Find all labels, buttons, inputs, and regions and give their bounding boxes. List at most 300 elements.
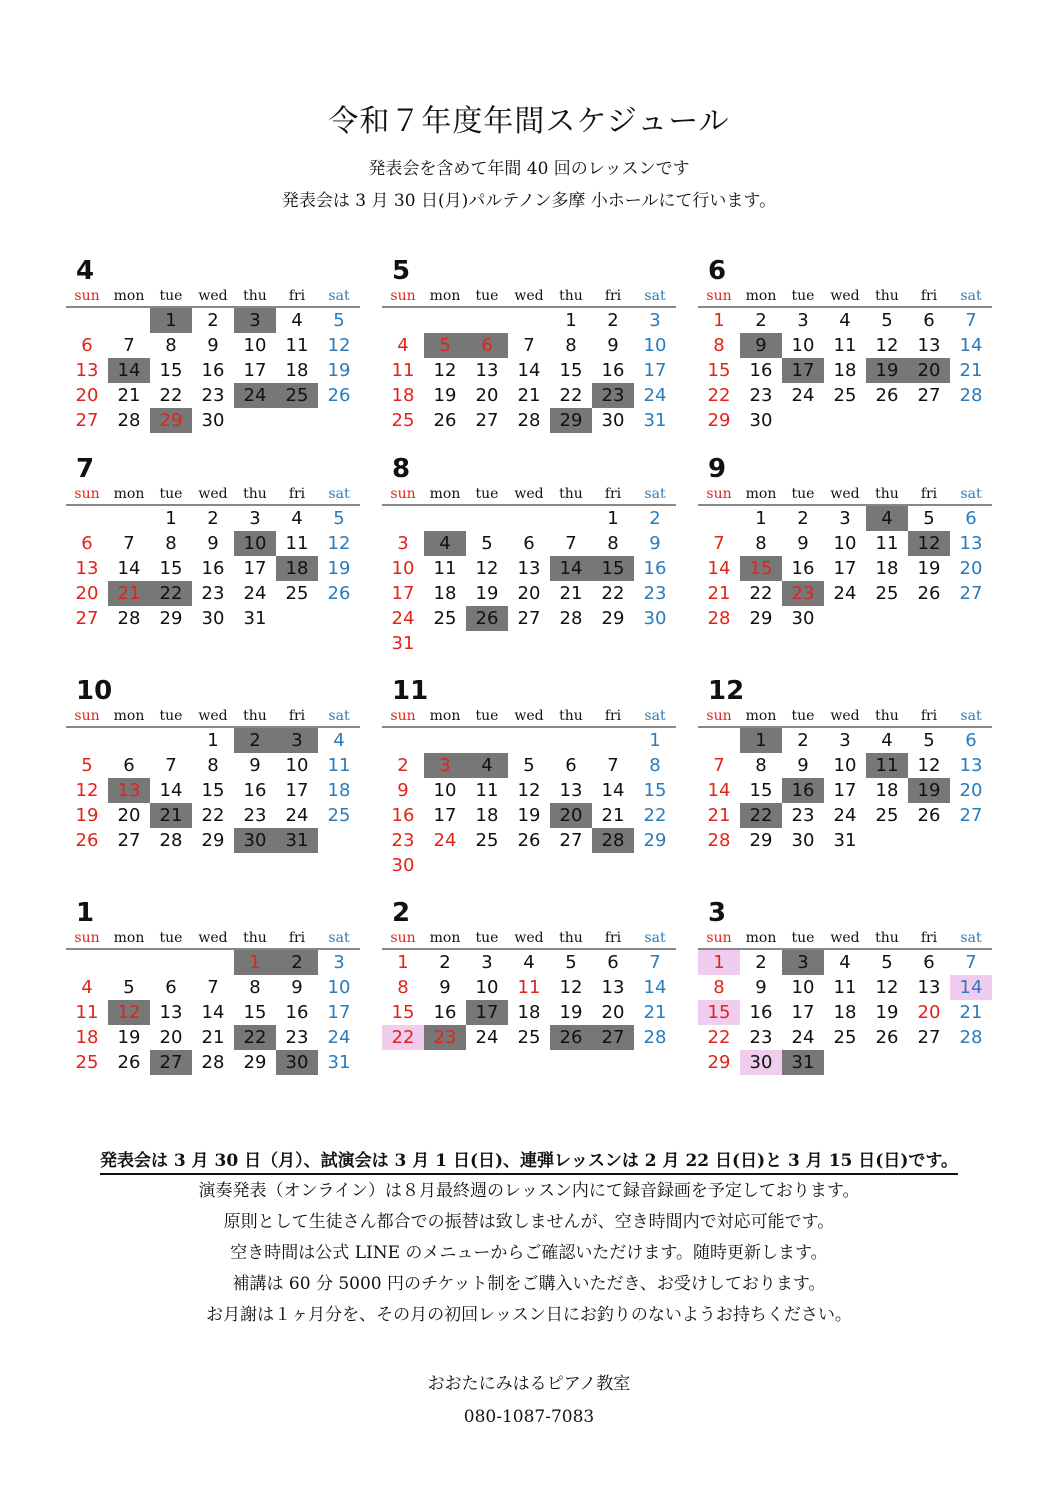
day-cell: 12 [327,533,351,554]
weekday-label: thu [243,930,267,946]
empty-day-cell [592,728,634,753]
empty-day-cell [150,728,192,753]
week-row [698,506,992,531]
empty-day-cell [318,606,360,631]
day-cell: 27 [475,410,499,431]
week-row [382,358,676,383]
day-cell: 20 [475,385,499,406]
subtitle-recital-venue: 発表会は 3 月 30 日(月)パルテノン多摩 小ホールにて行います。 [281,191,777,211]
empty-day-cell [508,631,550,656]
week-row [66,333,360,358]
day-cell: 16 [201,360,225,381]
day-cell: 28 [559,608,583,629]
day-cell: 21 [201,1027,225,1048]
day-cell: 30 [791,608,815,629]
day-cell: 2 [755,310,767,331]
day-cell: 17 [433,805,457,826]
day-cell: 31 [833,830,857,851]
day-cell: 18 [875,558,899,579]
weekday-label: sat [328,288,350,304]
day-cell: 14 [707,558,731,579]
weekday-label: thu [243,708,267,724]
day-cell: 26 [327,385,351,406]
week-row [382,506,676,531]
day-cell: 16 [782,778,824,803]
day-cell: 28 [117,410,141,431]
weekday-label: thu [875,930,899,946]
day-cell: 3 [782,950,824,975]
day-cell: 20 [601,1002,625,1023]
day-cell: 11 [391,360,415,381]
day-cell: 2 [276,950,318,975]
day-cell: 17 [791,1002,815,1023]
day-cell: 18 [475,805,499,826]
week-row [382,383,676,408]
day-cell: 4 [881,730,893,751]
day-cell: 11 [475,780,499,801]
weekday-label: mon [745,486,777,502]
empty-day-cell [424,631,466,656]
day-cell: 10 [833,755,857,776]
day-cell: 20 [75,385,99,406]
week-row [382,606,676,631]
day-cell: 10 [433,780,457,801]
day-cell: 11 [866,753,908,778]
day-cell: 28 [643,1027,667,1048]
day-cell: 1 [565,310,577,331]
weekday-label: wed [830,708,860,724]
empty-day-cell [908,408,950,433]
weekday-label: mon [745,288,777,304]
day-cell: 1 [234,950,276,975]
weekday-label: wed [830,288,860,304]
day-cell: 25 [285,583,309,604]
day-cell: 29 [243,1052,267,1073]
week-row [698,803,992,828]
week-row [698,778,992,803]
week-row [382,631,676,656]
day-cell: 24 [433,830,457,851]
empty-day-cell [508,308,550,333]
weekday-label: sun [706,486,732,502]
month-label: 2 [392,898,411,928]
day-cell: 7 [965,952,977,973]
week-row [66,408,360,433]
day-cell: 21 [959,1002,983,1023]
empty-day-cell [382,506,424,531]
day-cell: 21 [559,583,583,604]
day-cell: 20 [159,1027,183,1048]
day-cell: 18 [875,780,899,801]
day-cell: 10 [833,533,857,554]
week-row [382,333,676,358]
empty-day-cell [950,828,992,853]
day-cell: 6 [165,977,177,998]
day-cell: 22 [559,385,583,406]
empty-day-cell [634,853,676,878]
weekday-label: wed [198,708,228,724]
day-cell: 8 [249,977,261,998]
day-cell: 16 [749,1002,773,1023]
day-cell: 19 [75,805,99,826]
day-cell: 3 [839,508,851,529]
weekday-label: tue [791,930,815,946]
day-cell: 28 [517,410,541,431]
day-cell: 23 [424,1025,466,1050]
day-cell: 16 [201,558,225,579]
day-cell: 28 [707,608,731,629]
month-calendar [698,454,992,631]
day-cell: 23 [791,805,815,826]
day-cell: 18 [276,556,318,581]
day-cell: 14 [159,780,183,801]
day-cell: 10 [391,558,415,579]
day-cell: 13 [108,778,150,803]
empty-day-cell [508,506,550,531]
week-row [66,728,360,753]
day-cell: 21 [150,803,192,828]
day-cell: 2 [797,508,809,529]
week-row [382,753,676,778]
day-cell: 24 [791,1027,815,1048]
month-label: 4 [76,256,95,286]
weekday-label: mon [113,486,145,502]
note-makeup-policy: 原則として生徒さん都合での振替は致しませんが、空き時間内で対応可能です。 [223,1212,835,1232]
day-cell: 15 [707,360,731,381]
weekday-label: sat [328,708,350,724]
week-row [66,506,360,531]
day-cell: 7 [165,755,177,776]
day-cell: 30 [643,608,667,629]
day-cell: 25 [327,805,351,826]
weekday-label: sun [390,930,416,946]
day-cell: 24 [475,1027,499,1048]
weekday-label: thu [243,486,267,502]
weekday-label: thu [559,930,583,946]
note-supplementary-lesson: 補講は 60 分 5000 円のチケット制をご購入いただき、お受けしております。 [232,1274,826,1294]
weekday-label: wed [198,930,228,946]
day-cell: 13 [75,558,99,579]
empty-day-cell [424,853,466,878]
school-name: おおたにみはるピアノ教室 [427,1374,631,1394]
week-row [66,1000,360,1025]
weekday-label: sat [328,486,350,502]
day-cell: 22 [150,581,192,606]
month-label: 12 [708,676,745,706]
empty-day-cell [66,506,108,531]
day-cell: 10 [243,335,267,356]
day-cell: 3 [234,308,276,333]
day-cell: 7 [123,533,135,554]
day-cell: 5 [424,333,466,358]
note-line-menu: 空き時間は公式 LINE のメニューからご確認いただけます。随時更新します。 [230,1243,828,1263]
day-cell: 5 [923,508,935,529]
day-cell: 16 [601,360,625,381]
week-row [698,333,992,358]
day-cell: 25 [517,1027,541,1048]
empty-day-cell [824,408,866,433]
weekday-label: sun [390,708,416,724]
day-cell: 28 [117,608,141,629]
weekday-label: fri [288,288,306,304]
day-cell: 13 [559,780,583,801]
weekday-header [382,484,676,506]
week-row [698,728,992,753]
week-row [698,606,992,631]
day-cell: 3 [249,508,261,529]
day-cell: 30 [601,410,625,431]
day-cell: 1 [165,508,177,529]
month-calendar [698,676,992,853]
day-cell: 22 [601,583,625,604]
day-cell: 13 [959,755,983,776]
week-row [382,950,676,975]
empty-day-cell [866,408,908,433]
day-cell: 19 [327,558,351,579]
day-cell: 23 [592,383,634,408]
weekday-label: fri [920,486,938,502]
month-label: 3 [708,898,727,928]
day-cell: 19 [327,360,351,381]
day-cell: 29 [159,608,183,629]
weekday-label: sun [74,486,100,502]
day-cell: 6 [123,755,135,776]
day-cell: 22 [201,805,225,826]
empty-day-cell [550,728,592,753]
day-cell: 2 [797,730,809,751]
day-cell: 22 [707,1027,731,1048]
week-row [698,753,992,778]
empty-day-cell [276,408,318,433]
day-cell: 4 [291,310,303,331]
day-cell: 12 [475,558,499,579]
day-cell: 6 [607,952,619,973]
day-cell: 25 [276,383,318,408]
day-cell: 23 [643,583,667,604]
day-cell: 20 [959,780,983,801]
day-cell: 16 [391,805,415,826]
weekday-label: tue [475,708,499,724]
weekday-header [66,484,360,506]
day-cell: 26 [550,1025,592,1050]
day-cell: 5 [881,310,893,331]
day-cell: 2 [607,310,619,331]
day-cell: 22 [643,805,667,826]
weekday-label: mon [429,708,461,724]
day-cell: 19 [866,358,908,383]
day-cell: 23 [749,385,773,406]
day-cell: 20 [117,805,141,826]
weekday-label: mon [113,930,145,946]
day-cell: 15 [740,556,782,581]
weekday-label: fri [604,288,622,304]
day-cell: 8 [165,533,177,554]
day-cell: 26 [917,805,941,826]
day-cell: 10 [791,335,815,356]
day-cell: 25 [875,583,899,604]
day-cell: 15 [749,780,773,801]
day-cell: 22 [707,385,731,406]
day-cell: 27 [959,583,983,604]
week-row [382,408,676,433]
day-cell: 7 [123,335,135,356]
empty-day-cell [866,606,908,631]
day-cell: 2 [755,952,767,973]
weekday-label: fri [920,288,938,304]
day-cell: 28 [707,830,731,851]
day-cell: 17 [833,780,857,801]
day-cell: 21 [643,1002,667,1023]
week-row [66,531,360,556]
week-row [382,853,676,878]
day-cell: 26 [327,583,351,604]
day-cell: 1 [740,728,782,753]
day-cell: 8 [649,755,661,776]
empty-day-cell [550,631,592,656]
day-cell: 2 [649,508,661,529]
day-cell: 9 [607,335,619,356]
day-cell: 7 [713,533,725,554]
day-cell: 15 [243,1002,267,1023]
day-cell: 15 [643,780,667,801]
day-cell: 3 [797,310,809,331]
day-cell: 6 [466,333,508,358]
week-row [66,581,360,606]
weekday-label: sat [960,930,982,946]
day-cell: 16 [285,1002,309,1023]
weekday-label: fri [604,486,622,502]
day-cell: 30 [749,410,773,431]
week-row [698,1050,992,1075]
note-online-recital: 演奏発表（オンライン）は８月最終週のレッスン内にて録音録画を予定しております。 [198,1181,860,1201]
day-cell: 29 [201,830,225,851]
week-row [66,358,360,383]
empty-day-cell [550,506,592,531]
day-cell: 13 [917,335,941,356]
day-cell: 18 [433,583,457,604]
day-cell: 3 [397,533,409,554]
day-cell: 31 [276,828,318,853]
day-cell: 12 [517,780,541,801]
day-cell: 9 [439,977,451,998]
day-cell: 15 [559,360,583,381]
day-cell: 20 [517,583,541,604]
day-cell: 22 [382,1025,424,1050]
empty-day-cell [466,728,508,753]
day-cell: 22 [749,583,773,604]
day-cell: 13 [75,360,99,381]
day-cell: 15 [201,780,225,801]
day-cell: 7 [713,755,725,776]
empty-day-cell [466,308,508,333]
week-row [382,1025,676,1050]
day-cell: 11 [285,335,309,356]
day-cell: 21 [108,581,150,606]
empty-day-cell [108,506,150,531]
empty-day-cell [550,853,592,878]
day-cell: 18 [75,1027,99,1048]
day-cell: 28 [159,830,183,851]
day-cell: 1 [755,508,767,529]
empty-day-cell [108,950,150,975]
month-calendar [698,256,992,433]
day-cell: 18 [517,1002,541,1023]
day-cell: 1 [649,730,661,751]
day-cell: 8 [565,335,577,356]
note-tuition: お月謝は１ヶ月分を、その月の初回レッスン日にお釣りのないようお持ちください。 [206,1305,852,1325]
day-cell: 3 [481,952,493,973]
empty-day-cell [908,1050,950,1075]
day-cell: 28 [592,828,634,853]
day-cell: 15 [391,1002,415,1023]
empty-day-cell [66,308,108,333]
month-label: 1 [76,898,95,928]
weekday-label: wed [514,708,544,724]
day-cell: 19 [517,805,541,826]
empty-day-cell [950,606,992,631]
month-calendar [382,676,676,878]
day-cell: 14 [707,780,731,801]
day-cell: 30 [791,830,815,851]
day-cell: 25 [391,410,415,431]
empty-day-cell [192,950,234,975]
weekday-label: wed [198,288,228,304]
day-cell: 12 [327,335,351,356]
weekday-header [382,706,676,728]
day-cell: 9 [207,335,219,356]
day-cell: 18 [327,780,351,801]
day-cell: 19 [908,778,950,803]
day-cell: 1 [607,508,619,529]
day-cell: 12 [875,977,899,998]
weekday-label: tue [475,288,499,304]
day-cell: 12 [559,977,583,998]
day-cell: 17 [466,1000,508,1025]
day-cell: 2 [234,728,276,753]
day-cell: 30 [234,828,276,853]
phone-number: 080-1087-7083 [463,1407,595,1427]
day-cell: 1 [207,730,219,751]
day-cell: 25 [833,1027,857,1048]
week-row [66,803,360,828]
weekday-label: sun [74,288,100,304]
empty-day-cell [108,308,150,333]
day-cell: 4 [81,977,93,998]
week-row [698,975,992,1000]
day-cell: 29 [707,410,731,431]
day-cell: 8 [713,335,725,356]
day-cell: 26 [875,1027,899,1048]
day-cell: 14 [517,360,541,381]
week-row [66,383,360,408]
day-cell: 7 [965,310,977,331]
day-cell: 27 [75,410,99,431]
empty-day-cell [866,828,908,853]
day-cell: 9 [207,533,219,554]
day-cell: 28 [201,1052,225,1073]
week-row [698,950,992,975]
weekday-label: mon [429,486,461,502]
weekday-label: mon [113,288,145,304]
weekday-label: wed [198,486,228,502]
day-cell: 21 [707,583,731,604]
day-cell: 7 [607,755,619,776]
month-calendar [382,256,676,433]
month-label: 6 [708,256,727,286]
day-cell: 6 [81,533,93,554]
day-cell: 14 [108,358,150,383]
weekday-label: wed [514,486,544,502]
